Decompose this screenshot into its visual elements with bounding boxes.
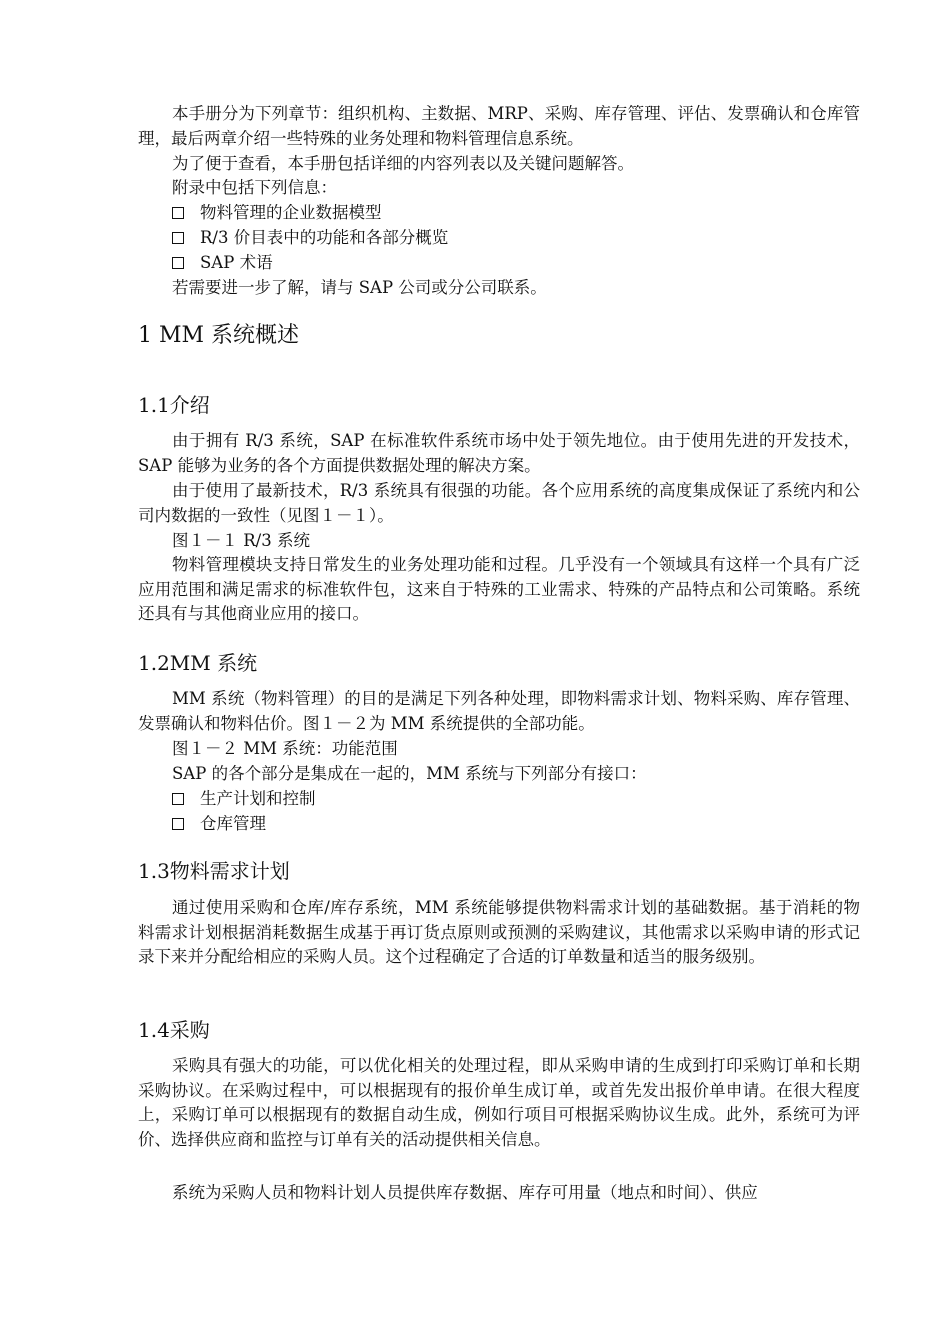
bullet-text: SAP 术语 bbox=[200, 253, 273, 272]
bullet-text: R/3 价目表中的功能和各部分概览 bbox=[200, 228, 449, 247]
bullet-text: 仓库管理 bbox=[200, 814, 266, 833]
intro-bullet-item bbox=[172, 251, 273, 275]
checkbox-bullet-icon bbox=[172, 207, 184, 219]
bullet-text: 生产计划和控制 bbox=[200, 789, 316, 808]
intro-paragraph-toc: 为了便于查看，本手册包括详细的内容列表以及关键问题解答。 bbox=[172, 154, 634, 173]
section-paragraph: 物料管理模块支持日常发生的业务处理功能和过程。几乎没有一个领域具有这样一个具有广泛应用范围和满足需求的标准软件包，这来自于特殊的工业需求、特殊的产品特点和公司策略。系统还具有与其他商业应用的接口。 bbox=[138, 555, 860, 623]
bullet-item bbox=[172, 812, 266, 836]
chapter-heading: 1 MM 系统概述 bbox=[138, 323, 300, 348]
intro-paragraph-contact: 若需要进一步了解，请与 SAP 公司或分公司联系。 bbox=[172, 278, 547, 297]
intro-bullet-item bbox=[172, 226, 448, 250]
section-heading: 1.1介绍 bbox=[138, 393, 210, 417]
section-paragraph: MM 系统（物料管理）的目的是满足下列各种处理，即物料需求计划、物料采购、库存管理、发票确认和物料估价。图１－２为 MM 系统提供的全部功能。 bbox=[138, 689, 860, 733]
section-paragraph: 系统为采购人员和物料计划人员提供库存数据、库存可用量（地点和时间）、供应 bbox=[172, 1183, 758, 1202]
section-paragraph: 通过使用采购和仓库/库存系统，MM 系统能够提供物料需求计划的基础数据。基于消耗的物料需求计划根据消耗数据生成基于再订货点原则或预测的采购建议，其他需求以采购申请的形式记录下来并分配给相应的采购人员。这个过程确定了合适的订单数量和适当的服务级别。 bbox=[138, 898, 860, 966]
figure-caption: 图１－１ R/3 系统 bbox=[172, 531, 310, 550]
checkbox-bullet-icon bbox=[172, 793, 184, 805]
checkbox-bullet-icon bbox=[172, 818, 184, 830]
section-paragraph: SAP 的各个部分是集成在一起的，MM 系统与下列部分有接口： bbox=[172, 764, 647, 783]
figure-caption: 图１－２ MM 系统：功能范围 bbox=[172, 739, 398, 758]
intro-paragraph-chapters: 本手册分为下列章节：组织机构、主数据、MRP、采购、库存管理、评估、发票确认和仓库管理，最后两章介绍一些特殊的业务处理和物料管理信息系统。 bbox=[138, 104, 860, 148]
section-paragraph: 由于使用了最新技术，R/3 系统具有很强的功能。各个应用系统的高度集成保证了系统内和公司内数据的一致性（见图１－１）。 bbox=[138, 481, 860, 525]
section-heading: 1.2MM 系统 bbox=[138, 651, 258, 675]
section-heading: 1.4采购 bbox=[138, 1018, 210, 1042]
checkbox-bullet-icon bbox=[172, 232, 184, 244]
section-paragraph: 由于拥有 R/3 系统，SAP 在标准软件系统市场中处于领先地位。由于使用先进的开发技术，SAP 能够为业务的各个方面提供数据处理的解决方案。 bbox=[138, 431, 860, 475]
section-paragraph: 采购具有强大的功能，可以优化相关的处理过程，即从采购申请的生成到打印采购订单和长期采购协议。在采购过程中，可以根据现有的报价单生成订单，或首先发出报价单申请。在很大程度上，采购订单可以根据现有的数据自动生成，例如行项目可根据采购协议生成。此外，系统可为评价、选择供应商和监控与订单有关的活动提供相关信息。 bbox=[138, 1056, 860, 1149]
section-heading: 1.3物料需求计划 bbox=[138, 859, 290, 883]
bullet-item bbox=[172, 787, 316, 811]
bullet-text: 物料管理的企业数据模型 bbox=[200, 203, 382, 222]
intro-paragraph-appendix: 附录中包括下列信息： bbox=[172, 178, 337, 197]
intro-bullet-item bbox=[172, 201, 382, 225]
checkbox-bullet-icon bbox=[172, 257, 184, 269]
